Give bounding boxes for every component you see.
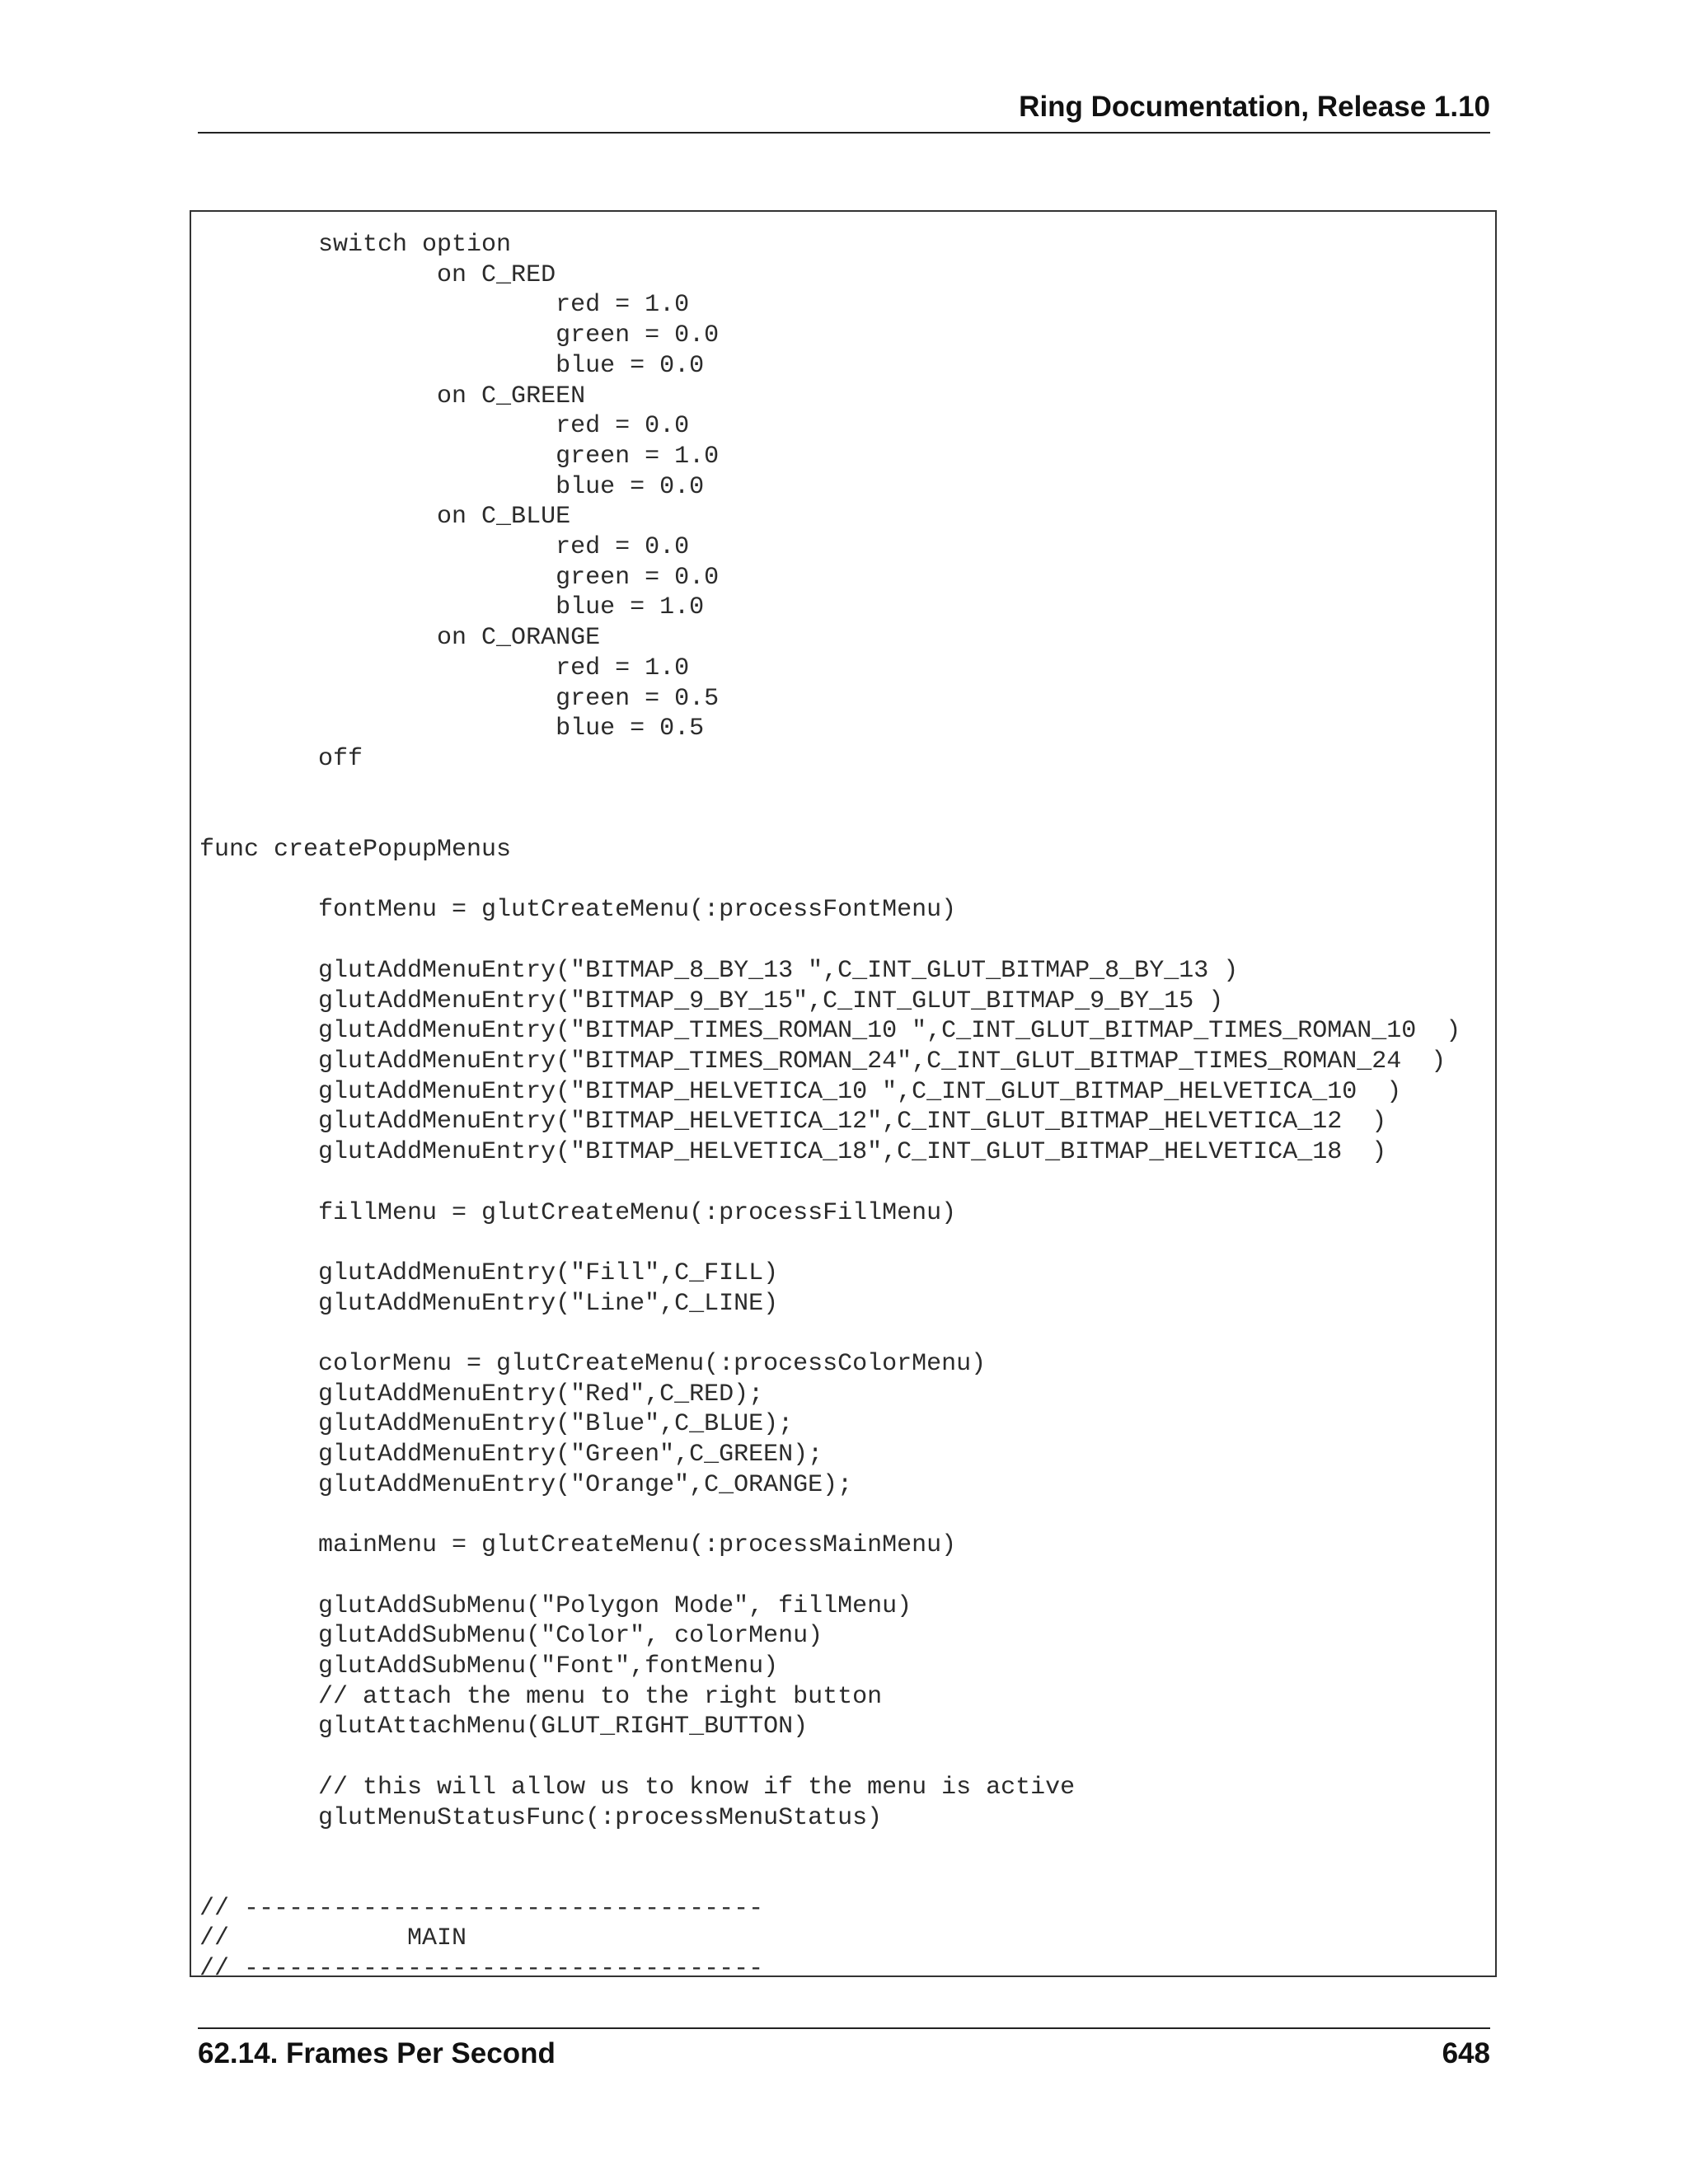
code-line: on C_BLUE <box>199 503 571 532</box>
code-line: red = 0.0 <box>199 412 690 441</box>
code-line: green = 1.0 <box>199 442 720 471</box>
code-line: green = 0.5 <box>199 684 720 713</box>
code-line: off <box>199 744 363 773</box>
page-number: 648 <box>1442 2037 1490 2069</box>
code-line: glutAddMenuEntry("Blue",C_BLUE); <box>199 1410 794 1439</box>
code-line: glutAddMenuEntry("Red",C_RED); <box>199 1380 764 1408</box>
code-line: glutAddSubMenu("Polygon Mode", fillMenu) <box>199 1591 912 1620</box>
code-line: red = 1.0 <box>199 291 690 320</box>
code-line: on C_RED <box>199 260 556 289</box>
page-header <box>198 89 1490 134</box>
code-line: // MAIN <box>199 1924 467 1953</box>
code-line: // ----------------------------------- <box>199 1955 764 1977</box>
code-line: glutMenuStatusFunc(:processMenuStatus) <box>199 1803 883 1832</box>
code-line: glutAddMenuEntry("BITMAP_TIMES_ROMAN_24",C_INT_GLUT_BITMAP_TIMES_ROMAN_24 ) <box>199 1047 1447 1076</box>
code-line: // this will allow us to know if the menu is active <box>199 1773 1076 1802</box>
code-line: blue = 1.0 <box>199 593 705 622</box>
code-line: fillMenu = glutCreateMenu(:processFillMenu) <box>199 1198 957 1227</box>
code-line: glutAddSubMenu("Color", colorMenu) <box>199 1622 823 1651</box>
code-line: glutAddMenuEntry("BITMAP_8_BY_13 ",C_INT_GLUT_BITMAP_8_BY_13 ) <box>199 956 1239 985</box>
code-line: glutAddMenuEntry("BITMAP_TIMES_ROMAN_10 ",C_INT_GLUT_BITMAP_TIMES_ROMAN_10 ) <box>199 1017 1461 1046</box>
code-line: glutAddMenuEntry("BITMAP_HELVETICA_10 ",C_INT_GLUT_BITMAP_HELVETICA_10 ) <box>199 1077 1402 1106</box>
code-line: red = 0.0 <box>199 533 690 562</box>
code-line: switch option <box>199 231 512 259</box>
code-line: glutAddMenuEntry("Orange",C_ORANGE); <box>199 1470 853 1499</box>
code-line: on C_GREEN <box>199 382 586 410</box>
code-line: red = 1.0 <box>199 654 690 682</box>
code-line: glutAddMenuEntry("Fill",C_FILL) <box>199 1258 779 1287</box>
code-line: green = 0.0 <box>199 321 720 350</box>
code-line: fontMenu = glutCreateMenu(:processFontMenu) <box>199 896 957 925</box>
code-line: blue = 0.0 <box>199 472 705 501</box>
code-line: // ----------------------------------- <box>199 1894 764 1923</box>
code-line: green = 0.0 <box>199 563 720 592</box>
code-listing <box>199 230 1461 1977</box>
code-line: blue = 0.5 <box>199 715 705 743</box>
code-block <box>190 210 1497 1977</box>
code-line: glutAddMenuEntry("Line",C_LINE) <box>199 1289 779 1318</box>
code-line: blue = 0.0 <box>199 351 705 380</box>
code-line: glutAddMenuEntry("BITMAP_HELVETICA_12",C_INT_GLUT_BITMAP_HELVETICA_12 ) <box>199 1108 1387 1137</box>
code-line: func createPopupMenus <box>199 836 512 865</box>
page-footer <box>198 2027 1490 2079</box>
code-line: glutAddMenuEntry("BITMAP_HELVETICA_18",C_INT_GLUT_BITMAP_HELVETICA_18 ) <box>199 1138 1387 1167</box>
code-line: colorMenu = glutCreateMenu(:processColorMenu) <box>199 1350 987 1379</box>
document-title: Ring Documentation, Release 1.10 <box>1019 91 1490 123</box>
code-line: glutAttachMenu(GLUT_RIGHT_BUTTON) <box>199 1713 809 1741</box>
code-line: mainMenu = glutCreateMenu(:processMainMenu) <box>199 1531 957 1560</box>
code-line: glutAddMenuEntry("Green",C_GREEN); <box>199 1441 823 1469</box>
section-title: 62.14. Frames Per Second <box>198 2037 556 2069</box>
code-line: on C_ORANGE <box>199 624 601 653</box>
code-line: // attach the menu to the right button <box>199 1682 883 1711</box>
code-line: glutAddMenuEntry("BITMAP_9_BY_15",C_INT_GLUT_BITMAP_9_BY_15 ) <box>199 987 1224 1015</box>
code-line: glutAddSubMenu("Font",fontMenu) <box>199 1652 779 1681</box>
